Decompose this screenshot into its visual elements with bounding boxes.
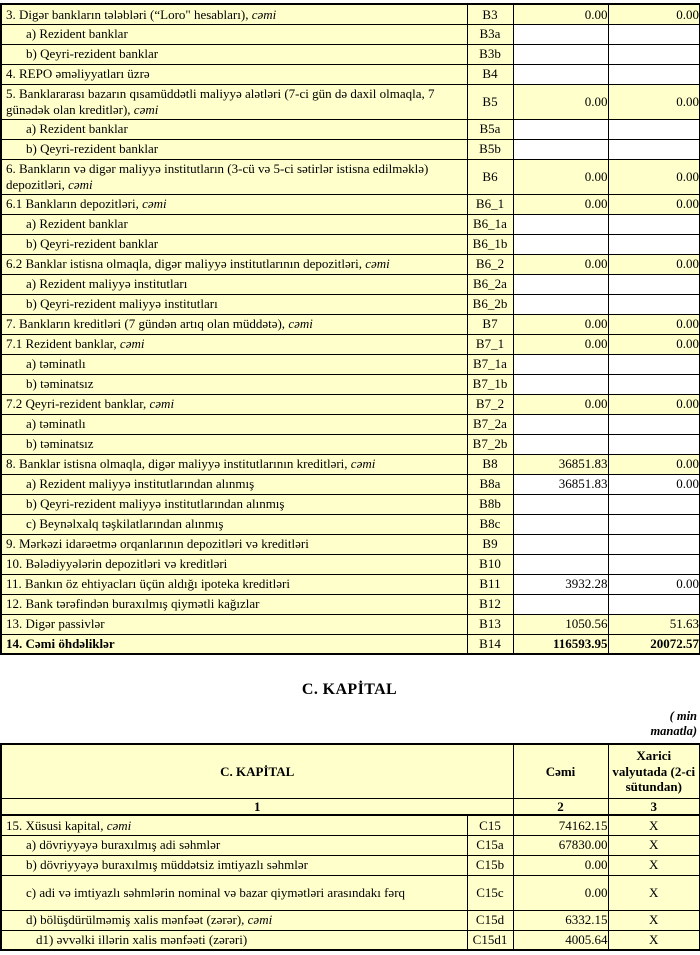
row-value-foreign-currency: 0.00 xyxy=(608,4,700,24)
row-value-foreign-currency xyxy=(608,374,700,394)
row-code: B7_1b xyxy=(467,374,513,394)
table-row xyxy=(1,234,700,254)
row-label xyxy=(1,434,467,454)
row-label-italic-suffix: cəmi xyxy=(288,316,313,332)
row-value-foreign-currency xyxy=(608,214,700,234)
row-label-text: 7.1 Rezident banklar, xyxy=(6,336,120,352)
table-row xyxy=(1,354,700,374)
row-code: B8b xyxy=(467,494,513,514)
row-not-applicable-marker: X xyxy=(608,815,700,835)
capital-header-title: C. KAPİTAL xyxy=(1,744,513,798)
table-row xyxy=(1,119,700,139)
row-label-text: 3. Digər bankların tələbləri (“Loro" hesabları), xyxy=(6,6,252,22)
row-label xyxy=(1,394,467,414)
table-row xyxy=(1,414,700,434)
table-row xyxy=(1,434,700,454)
row-value-foreign-currency xyxy=(608,234,700,254)
row-value-total: 0.00 xyxy=(513,334,608,354)
row-label xyxy=(1,534,467,554)
row-code: B7_1a xyxy=(467,354,513,374)
row-value-foreign-currency xyxy=(608,274,700,294)
row-code: B7_2 xyxy=(467,394,513,414)
row-value-total xyxy=(513,494,608,514)
row-code: B3b xyxy=(467,44,513,64)
row-label-text: b) təminatsız xyxy=(26,436,94,452)
row-not-applicable-marker: X xyxy=(608,930,700,950)
row-value-foreign-currency xyxy=(608,354,700,374)
row-label xyxy=(1,234,467,254)
table-row xyxy=(1,855,700,875)
row-value-foreign-currency xyxy=(608,594,700,614)
liabilities-table xyxy=(0,3,700,655)
row-value-total xyxy=(513,214,608,234)
row-code: B6_1 xyxy=(467,194,513,214)
row-value-foreign-currency: 20072.57 xyxy=(608,634,700,654)
row-label xyxy=(1,875,467,910)
row-label-text: 14. Cəmi öhdəliklər xyxy=(6,636,115,652)
row-label-text: 10. Bələdiyyələrin depozitləri və kreditləri xyxy=(6,556,228,572)
row-value-foreign-currency xyxy=(608,139,700,159)
row-label-text: 4. REPO əməliyyatları üzrə xyxy=(6,66,150,82)
row-label xyxy=(1,294,467,314)
unit-note xyxy=(0,709,697,739)
row-code: B13 xyxy=(467,614,513,634)
row-value-foreign-currency xyxy=(608,514,700,534)
row-label-text: b) Qeyri-rezident maliyyə institutlarından alınmış xyxy=(26,496,285,512)
row-value-foreign-currency: 0.00 xyxy=(608,474,700,494)
table-row xyxy=(1,574,700,594)
column-number-1: 1 xyxy=(1,798,513,815)
row-value-foreign-currency: 0.00 xyxy=(608,194,700,214)
row-label xyxy=(1,314,467,334)
table-row xyxy=(1,314,700,334)
row-label-italic-suffix: cəmi xyxy=(68,176,93,192)
row-code: B6_2 xyxy=(467,254,513,274)
row-label xyxy=(1,554,467,574)
table-row xyxy=(1,64,700,84)
row-label xyxy=(1,374,467,394)
table-row xyxy=(1,554,700,574)
row-code: B6 xyxy=(467,159,513,194)
row-value-total xyxy=(513,434,608,454)
row-value-foreign-currency xyxy=(608,414,700,434)
row-label xyxy=(1,930,467,950)
row-label-text: a) Rezident banklar xyxy=(26,216,128,232)
table-row xyxy=(1,334,700,354)
row-label-text: a) Rezident maliyyə institutları xyxy=(26,276,188,292)
table-row xyxy=(1,394,700,414)
row-label xyxy=(1,84,467,119)
table-row xyxy=(1,24,700,44)
table-row xyxy=(1,374,700,394)
row-label xyxy=(1,334,467,354)
row-value-total: 0.00 xyxy=(513,194,608,214)
row-value-total xyxy=(513,534,608,554)
row-code: B6_2a xyxy=(467,274,513,294)
row-label xyxy=(1,44,467,64)
row-value-total: 6332.15 xyxy=(513,910,608,930)
row-label-text: 13. Digər passivlər xyxy=(6,616,105,632)
row-value-foreign-currency xyxy=(608,294,700,314)
table-row xyxy=(1,474,700,494)
row-label-text: a) Rezident banklar xyxy=(26,26,128,42)
row-label-text: a) təminatlı xyxy=(26,356,86,372)
row-label-text: d) bölüşdürülməmiş xalis mənfəət (zərər), xyxy=(26,912,248,928)
table-row xyxy=(1,44,700,64)
table-row xyxy=(1,835,700,855)
row-value-total xyxy=(513,514,608,534)
row-value-total xyxy=(513,139,608,159)
row-code: C15b xyxy=(467,855,513,875)
table-row xyxy=(1,454,700,474)
row-label-italic-suffix: cəmi xyxy=(247,912,273,928)
table-row xyxy=(1,910,700,930)
row-label xyxy=(1,514,467,534)
row-value-total xyxy=(513,234,608,254)
row-label-italic-suffix: cəmi xyxy=(142,196,167,212)
row-value-foreign-currency xyxy=(608,434,700,454)
table-row xyxy=(1,274,700,294)
row-code: B7_1 xyxy=(467,334,513,354)
row-code: B7_2b xyxy=(467,434,513,454)
row-code: B8a xyxy=(467,474,513,494)
row-value-foreign-currency xyxy=(608,24,700,44)
row-label xyxy=(1,274,467,294)
row-label xyxy=(1,855,467,875)
row-label xyxy=(1,194,467,214)
row-label-text: b) Qeyri-rezident banklar xyxy=(26,141,159,157)
row-value-foreign-currency: 0.00 xyxy=(608,574,700,594)
row-value-total: 36851.83 xyxy=(513,454,608,474)
row-label xyxy=(1,139,467,159)
row-label xyxy=(1,354,467,374)
row-value-foreign-currency: 0.00 xyxy=(608,394,700,414)
row-label-text: 7. Bankların kreditləri (7 gündən artıq olan müddətə), xyxy=(6,316,289,332)
row-code: B6_1a xyxy=(467,214,513,234)
row-code: B5a xyxy=(467,119,513,139)
row-value-foreign-currency: 0.00 xyxy=(608,334,700,354)
row-label-text: 9. Mərkəzi idarəetmə orqanlarının depozitləri və kreditləri xyxy=(6,536,309,552)
row-value-foreign-currency: 0.00 xyxy=(608,254,700,274)
row-value-total xyxy=(513,354,608,374)
column-number-2: 2 xyxy=(513,798,608,815)
row-label xyxy=(1,574,467,594)
row-value-foreign-currency xyxy=(608,119,700,139)
row-value-foreign-currency xyxy=(608,64,700,84)
row-value-total: 0.00 xyxy=(513,875,608,910)
capital-header-foreign-currency: Xarici valyutada (2-ci sütundan) xyxy=(608,744,700,798)
row-code: B5b xyxy=(467,139,513,159)
row-label-text: 11. Bankın öz ehtiyacları üçün aldığı ipoteka kreditləri xyxy=(6,576,290,592)
table-row xyxy=(1,614,700,634)
row-value-total xyxy=(513,119,608,139)
row-value-foreign-currency xyxy=(608,494,700,514)
row-label xyxy=(1,214,467,234)
capital-header-total: Cəmi xyxy=(513,744,608,798)
row-code: B9 xyxy=(467,534,513,554)
row-value-total xyxy=(513,594,608,614)
row-label xyxy=(1,64,467,84)
row-label xyxy=(1,594,467,614)
row-value-foreign-currency xyxy=(608,534,700,554)
row-label xyxy=(1,4,467,24)
row-value-total xyxy=(513,414,608,434)
row-label-italic-suffix: cəmi xyxy=(149,396,175,412)
capital-header-row xyxy=(1,744,700,798)
row-not-applicable-marker: X xyxy=(608,835,700,855)
row-label-italic-suffix: cəmi xyxy=(106,817,132,833)
capital-column-number-row xyxy=(1,798,700,815)
row-label xyxy=(1,454,467,474)
row-label-text: b) Qeyri-rezident banklar xyxy=(26,46,159,62)
table-row xyxy=(1,294,700,314)
row-value-total: 0.00 xyxy=(513,254,608,274)
row-label xyxy=(1,815,467,835)
row-label-text: 6.1 Bankların depozitləri, xyxy=(6,196,143,212)
row-code: B6_1b xyxy=(467,234,513,254)
row-code: B6_2b xyxy=(467,294,513,314)
row-value-foreign-currency xyxy=(608,554,700,574)
capital-table xyxy=(0,743,700,951)
row-label-text: 15. Xüsusi kapital, xyxy=(6,817,107,833)
row-label-text: 5. Banklararası bazarın qısamüddətli maliyyə alətləri (7-ci gün də daxil olmaqla, 7 günədək olan kreditlər), xyxy=(6,86,435,117)
row-value-total xyxy=(513,24,608,44)
row-label-italic-suffix: cəmi xyxy=(365,256,390,272)
table-row xyxy=(1,514,700,534)
row-code: B10 xyxy=(467,554,513,574)
row-value-total: 4005.64 xyxy=(513,930,608,950)
row-label xyxy=(1,634,467,654)
row-label-text: 7.2 Qeyri-rezident banklar, xyxy=(6,396,150,412)
row-not-applicable-marker: X xyxy=(608,910,700,930)
row-code: C15 xyxy=(467,815,513,835)
row-label xyxy=(1,614,467,634)
row-label-italic-suffix: cəmi xyxy=(350,456,376,472)
row-value-total: 0.00 xyxy=(513,855,608,875)
table-row xyxy=(1,4,700,24)
row-not-applicable-marker: X xyxy=(608,875,700,910)
row-label-text: b) təminatsız xyxy=(26,376,94,392)
table-row xyxy=(1,159,700,194)
row-code: C15d xyxy=(467,910,513,930)
row-code: B4 xyxy=(467,64,513,84)
row-label-italic-suffix: cəmi xyxy=(133,101,159,117)
row-value-total: 67830.00 xyxy=(513,835,608,855)
row-value-total xyxy=(513,294,608,314)
row-value-foreign-currency: 0.00 xyxy=(608,314,700,334)
row-value-foreign-currency: 0.00 xyxy=(608,84,700,119)
row-value-total xyxy=(513,554,608,574)
row-label-text: c) adi və imtiyazlı səhmlərin nominal və bazar qiymətləri arasındakı fərq xyxy=(26,884,406,900)
row-value-total: 74162.15 xyxy=(513,815,608,835)
row-code: C15d1 xyxy=(467,930,513,950)
table-row xyxy=(1,254,700,274)
row-code: B7 xyxy=(467,314,513,334)
row-label xyxy=(1,414,467,434)
row-code: B11 xyxy=(467,574,513,594)
row-label-text: b) Qeyri-rezident maliyyə institutları xyxy=(26,296,218,312)
row-label-text: d1) əvvəlki illərin xalis mənfəəti (zərəri) xyxy=(36,932,248,948)
row-label xyxy=(1,835,467,855)
row-label xyxy=(1,24,467,44)
row-value-total xyxy=(513,374,608,394)
row-value-total: 0.00 xyxy=(513,4,608,24)
unit-note-line2: manatla) xyxy=(650,724,697,738)
row-value-total: 36851.83 xyxy=(513,474,608,494)
table-row xyxy=(1,634,700,654)
row-value-total xyxy=(513,64,608,84)
row-code: B12 xyxy=(467,594,513,614)
row-code: B8c xyxy=(467,514,513,534)
table-row xyxy=(1,875,700,910)
row-label-text: b) dövriyyəyə buraxılmış müddətsiz imtiyazlı səhmlər xyxy=(26,857,308,873)
row-code: B14 xyxy=(467,634,513,654)
row-label-text: b) Qeyri-rezident banklar xyxy=(26,236,159,252)
row-label xyxy=(1,119,467,139)
row-value-foreign-currency: 51.63 xyxy=(608,614,700,634)
table-row xyxy=(1,494,700,514)
row-code: B3a xyxy=(467,24,513,44)
row-value-total: 1050.56 xyxy=(513,614,608,634)
table-row xyxy=(1,214,700,234)
row-label-italic-suffix: cəmi xyxy=(251,6,277,22)
table-row xyxy=(1,594,700,614)
row-code: B3 xyxy=(467,4,513,24)
row-label-text: 12. Bank tərəfindən buraxılmış qiymətli kağızlar xyxy=(6,596,260,612)
row-code: B5 xyxy=(467,84,513,119)
row-value-total xyxy=(513,44,608,64)
row-value-foreign-currency xyxy=(608,44,700,64)
row-value-total: 3932.28 xyxy=(513,574,608,594)
row-not-applicable-marker: X xyxy=(608,855,700,875)
table-row xyxy=(1,139,700,159)
row-value-total: 0.00 xyxy=(513,314,608,334)
row-value-total xyxy=(513,274,608,294)
table-row xyxy=(1,194,700,214)
row-label xyxy=(1,494,467,514)
row-value-total: 0.00 xyxy=(513,84,608,119)
row-label-italic-suffix: cəmi xyxy=(119,336,145,352)
row-value-foreign-currency: 0.00 xyxy=(608,159,700,194)
row-label-text: 8. Banklar istisna olmaqla, digər maliyyə institutlarının kreditləri, xyxy=(6,456,351,472)
row-label-text: c) Beynəlxalq təşkilatlarından alınmış xyxy=(26,516,224,532)
row-value-foreign-currency: 0.00 xyxy=(608,454,700,474)
row-label-text: a) dövriyyəyə buraxılmış adi səhmlər xyxy=(26,837,221,853)
row-value-total: 0.00 xyxy=(513,159,608,194)
row-code: B7_2a xyxy=(467,414,513,434)
row-label-text: a) Rezident maliyyə institutlarından alınmış xyxy=(26,476,255,492)
row-label xyxy=(1,474,467,494)
row-code: C15a xyxy=(467,835,513,855)
row-code: B8 xyxy=(467,454,513,474)
row-value-total: 0.00 xyxy=(513,394,608,414)
row-label xyxy=(1,254,467,274)
table-row xyxy=(1,815,700,835)
table-row xyxy=(1,84,700,119)
column-number-3: 3 xyxy=(608,798,700,815)
capital-section-title: C. KAPİTAL xyxy=(301,681,398,698)
row-value-total: 116593.95 xyxy=(513,634,608,654)
row-label xyxy=(1,910,467,930)
unit-note-line1: ( min xyxy=(669,709,697,723)
row-code: C15c xyxy=(467,875,513,910)
row-label-text: a) təminatlı xyxy=(26,416,86,432)
row-label xyxy=(1,159,467,194)
row-label-text: 6. Bankların və digər maliyyə institutların (3-cü və 5-ci sətirlər istisna edilməklə) depozitləri, xyxy=(6,161,429,192)
table-row xyxy=(1,534,700,554)
table-row xyxy=(1,930,700,950)
row-label-text: a) Rezident banklar xyxy=(26,121,128,137)
row-label-text: 6.2 Banklar istisna olmaqla, digər maliyyə institutlarının depozitləri, xyxy=(6,256,366,272)
